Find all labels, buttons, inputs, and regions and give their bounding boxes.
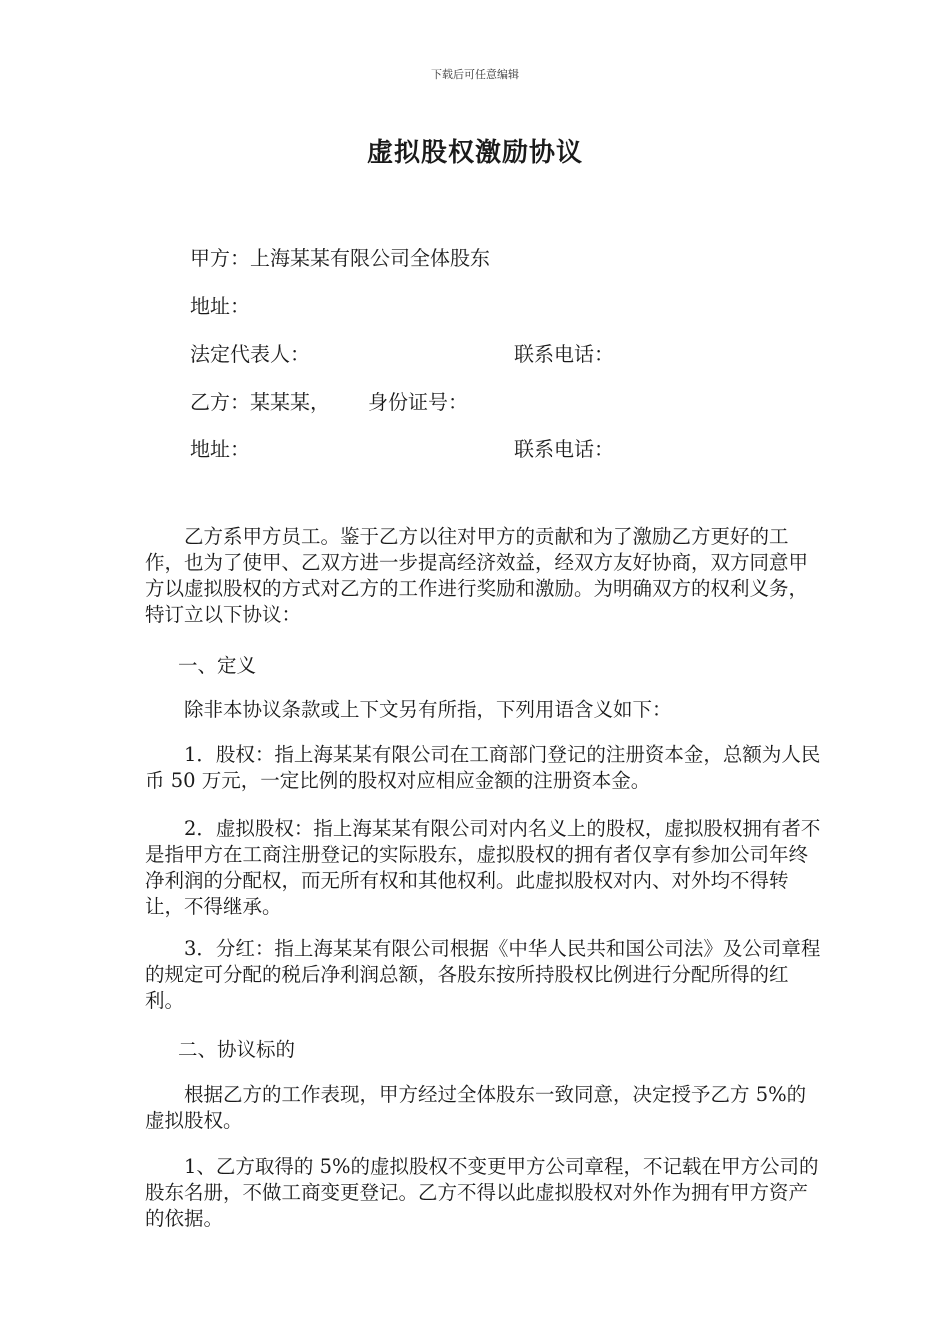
definition-virtual-equity: 2．虚拟股权：指上海某某有限公司对内名义上的股权，虚拟股权拥有者不是指甲方在工商注册登记的实际股东，虚拟股权的拥有者仅享有参加公司年终净利润的分配权，而无所有权和其他权利。此虚拟股权对内、对外均不得转让，不得继承。 xyxy=(145,817,821,918)
definition-equity: 1．股权：指上海某某有限公司在工商部门登记的注册资本金，总额为人民币 50 万元，一定比例的股权对应相应金额的注册资本金。 xyxy=(145,743,821,792)
party-a-line: 甲方：上海某某有限公司全体股东 xyxy=(190,246,490,270)
legal-representative: 法定代表人： xyxy=(190,342,310,366)
intro-paragraph: 乙方系甲方员工。鉴于乙方以往对甲方的贡献和为了激励乙方更好的工作，也为了使甲、乙双方进一步提高经济效益，经双方友好协商，双方同意甲方以虚拟股权的方式对乙方的工作进行奖励和激励。为明确双方的权利义务，特订立以下协议： xyxy=(145,525,809,626)
section-2-lead: 根据乙方的工作表现，甲方经过全体股东一致同意，决定授予乙方 5%的虚拟股权。 xyxy=(145,1083,807,1132)
party-a-phone: 联系电话： xyxy=(514,342,614,366)
party-b-phone: 联系电话： xyxy=(514,437,614,461)
section-1-lead: 除非本协议条款或上下文另有所指，下列用语含义如下： xyxy=(184,698,672,721)
party-b-address: 地址： xyxy=(190,437,250,461)
party-b-id-number: 身份证号： xyxy=(368,390,468,414)
section-2-heading: 二、协议标的 xyxy=(178,1038,296,1061)
section-1-heading: 一、定义 xyxy=(178,654,257,677)
document-title: 虚拟股权激励协议 xyxy=(366,138,583,168)
party-a-address: 地址： xyxy=(190,294,250,318)
party-b-line: 乙方：某某某， xyxy=(190,390,330,414)
definition-dividend: 3．分红：指上海某某有限公司根据《中华人民共和国公司法》及公司章程的规定可分配的税后净利润总额，各股东按所持股权比例进行分配所得的红利。 xyxy=(145,937,821,1012)
header-note: 下载后可任意编辑 xyxy=(431,68,519,81)
clause-1: 1、乙方取得的 5%的虚拟股权不变更甲方公司章程，不记载在甲方公司的股东名册，不做工商变更登记。乙方不得以此虚拟股权对外作为拥有甲方资产的依据。 xyxy=(145,1155,819,1230)
